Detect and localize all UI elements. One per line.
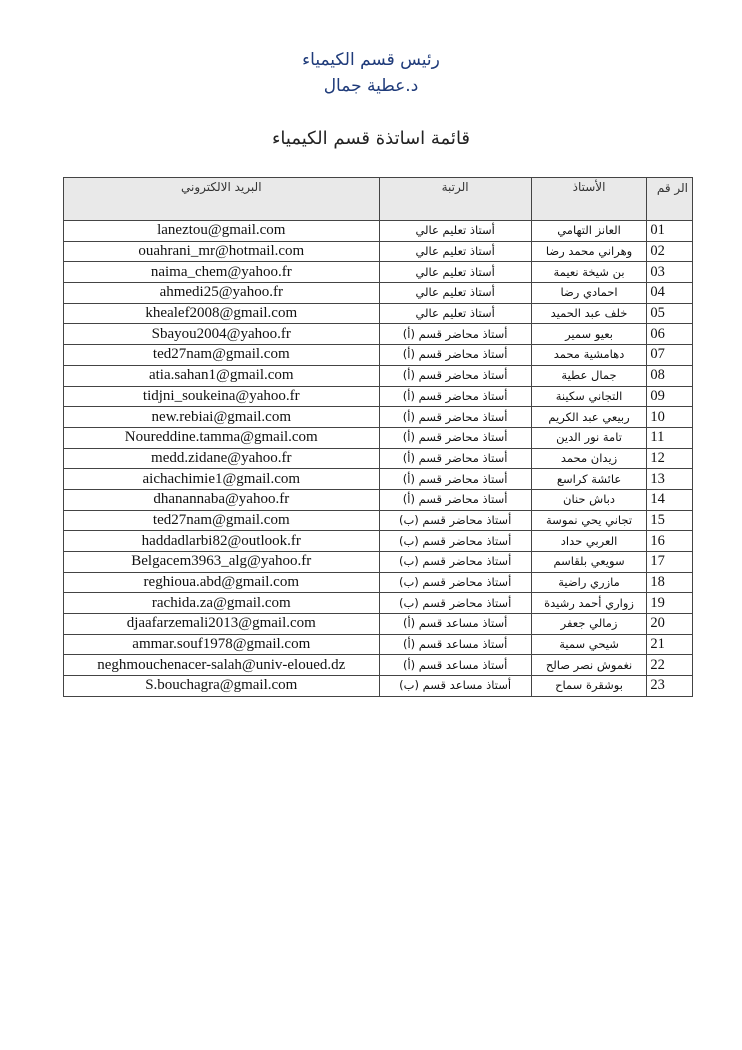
row-number: 20 — [647, 614, 693, 635]
row-number: 08 — [647, 365, 693, 386]
professor-email: khealef2008@gmail.com — [64, 303, 380, 324]
table-row — [64, 489, 693, 510]
professor-email: atia.sahan1@gmail.com — [64, 365, 380, 386]
row-number: 16 — [647, 531, 693, 552]
professor-name: زيدان محمد — [531, 448, 647, 469]
table-row — [64, 655, 693, 676]
row-number: 23 — [647, 676, 693, 697]
department-head-title: رئيس قسم الكيمياء — [302, 50, 440, 70]
professor-rank: أستاذ محاضر قسم (أ) — [379, 427, 531, 448]
professor-rank: أستاذ محاضر قسم (أ) — [379, 365, 531, 386]
professor-email: medd.zidane@yahoo.fr — [64, 448, 380, 469]
professor-rank: أستاذ تعليم عالي — [379, 303, 531, 324]
column-header-professor: الأستاذ — [531, 178, 647, 221]
table-row — [64, 676, 693, 697]
professor-rank: أستاذ مساعد قسم (ب) — [379, 676, 531, 697]
table-row — [64, 345, 693, 366]
professor-email: Noureddine.tamma@gmail.com — [64, 427, 380, 448]
row-number: 18 — [647, 572, 693, 593]
professor-name: بوشقرة سماح — [531, 676, 647, 697]
professor-email: tidjni_soukeina@yahoo.fr — [64, 386, 380, 407]
professor-email: ted27nam@gmail.com — [64, 510, 380, 531]
table-row — [64, 324, 693, 345]
professor-name: وهراني محمد رضا — [531, 241, 647, 262]
row-number: 12 — [647, 448, 693, 469]
table-row — [64, 283, 693, 304]
page-title: قائمة اساتذة قسم الكيمياء — [271, 128, 471, 149]
row-number: 11 — [647, 427, 693, 448]
professor-email: neghmouchenacer-salah@univ-eloued.dz — [64, 655, 380, 676]
professor-name: نغموش نصر صالح — [531, 655, 647, 676]
professor-rank: أستاذ محاضر قسم (ب) — [379, 552, 531, 573]
professor-rank: أستاذ تعليم عالي — [379, 283, 531, 304]
column-header-rank: الرتبة — [379, 178, 531, 221]
table-row — [64, 552, 693, 573]
professor-name: تامة نور الدين — [531, 427, 647, 448]
row-number: 01 — [647, 221, 693, 242]
professor-email: new.rebiai@gmail.com — [64, 407, 380, 428]
professor-name: التجاني سكينة — [531, 386, 647, 407]
professor-name: العربي حداد — [531, 531, 647, 552]
professor-rank: أستاذ محاضر قسم (أ) — [379, 386, 531, 407]
professor-name: عائشة كراسع — [531, 469, 647, 490]
table-row — [64, 634, 693, 655]
professor-rank: أستاذ محاضر قسم (أ) — [379, 448, 531, 469]
row-number: 17 — [647, 552, 693, 573]
professor-rank: أستاذ محاضر قسم (أ) — [379, 345, 531, 366]
table-row — [64, 221, 693, 242]
professor-name: تجاني يحي نموسة — [531, 510, 647, 531]
professor-rank: أستاذ محاضر قسم (ب) — [379, 510, 531, 531]
professor-rank: أستاذ محاضر قسم (أ) — [379, 469, 531, 490]
professor-email: Sbayou2004@yahoo.fr — [64, 324, 380, 345]
professor-name: خلف عبد الحميد — [531, 303, 647, 324]
professor-name: زواري أحمد رشيدة — [531, 593, 647, 614]
professor-email: haddadlarbi82@outlook.fr — [64, 531, 380, 552]
professor-rank: أستاذ محاضر قسم (ب) — [379, 531, 531, 552]
professor-rank: أستاذ مساعد قسم (أ) — [379, 614, 531, 635]
professor-email: djaafarzemali2013@gmail.com — [64, 614, 380, 635]
row-number: 05 — [647, 303, 693, 324]
professor-name: دهامشية محمد — [531, 345, 647, 366]
row-number: 15 — [647, 510, 693, 531]
professor-name: شيحي سمية — [531, 634, 647, 655]
row-number: 02 — [647, 241, 693, 262]
table-row — [64, 365, 693, 386]
professor-name: بعيو سمير — [531, 324, 647, 345]
professor-rank: أستاذ مساعد قسم (أ) — [379, 655, 531, 676]
row-number: 13 — [647, 469, 693, 490]
row-number: 04 — [647, 283, 693, 304]
professor-email: ahmedi25@yahoo.fr — [64, 283, 380, 304]
row-number: 10 — [647, 407, 693, 428]
table-row — [64, 572, 693, 593]
row-number: 14 — [647, 489, 693, 510]
column-header-email: البريد الالكتروني — [64, 178, 380, 221]
professor-rank: أستاذ محاضر قسم (ب) — [379, 572, 531, 593]
row-number: 22 — [647, 655, 693, 676]
professor-name: جمال عطية — [531, 365, 647, 386]
row-number: 21 — [647, 634, 693, 655]
professor-email: rachida.za@gmail.com — [64, 593, 380, 614]
professor-rank: أستاذ تعليم عالي — [379, 241, 531, 262]
table-row — [64, 262, 693, 283]
professor-rank: أستاذ محاضر قسم (أ) — [379, 324, 531, 345]
table-row — [64, 241, 693, 262]
professor-email: naima_chem@yahoo.fr — [64, 262, 380, 283]
professor-email: Belgacem3963_alg@yahoo.fr — [64, 552, 380, 573]
professor-email: aichachimie1@gmail.com — [64, 469, 380, 490]
row-number: 06 — [647, 324, 693, 345]
professor-rank: أستاذ محاضر قسم (ب) — [379, 593, 531, 614]
professor-email: reghioua.abd@gmail.com — [64, 572, 380, 593]
professor-name: زمالي جعفر — [531, 614, 647, 635]
professor-email: laneztou@gmail.com — [64, 221, 380, 242]
table-row — [64, 407, 693, 428]
row-number: 03 — [647, 262, 693, 283]
table-row — [64, 469, 693, 490]
table-row — [64, 303, 693, 324]
professor-name: العانز التهامي — [531, 221, 647, 242]
row-number: 07 — [647, 345, 693, 366]
professor-email: S.bouchagra@gmail.com — [64, 676, 380, 697]
professor-name: سويعي بلقاسم — [531, 552, 647, 573]
table-row — [64, 614, 693, 635]
professor-rank: أستاذ مساعد قسم (أ) — [379, 634, 531, 655]
professor-name: بن شيخة نعيمة — [531, 262, 647, 283]
row-number: 19 — [647, 593, 693, 614]
professor-name: احمادي رضا — [531, 283, 647, 304]
professor-email: ammar.souf1978@gmail.com — [64, 634, 380, 655]
professor-name: مازري راضية — [531, 572, 647, 593]
table-row — [64, 531, 693, 552]
column-header-number: الر قم — [647, 178, 693, 221]
professor-name: دباش حنان — [531, 489, 647, 510]
table-row — [64, 427, 693, 448]
table-row — [64, 510, 693, 531]
row-number: 09 — [647, 386, 693, 407]
professor-email: ted27nam@gmail.com — [64, 345, 380, 366]
professor-rank: أستاذ محاضر قسم (أ) — [379, 489, 531, 510]
professor-rank: أستاذ تعليم عالي — [379, 221, 531, 242]
table-row — [64, 386, 693, 407]
department-head-name: د.عطية جمال — [323, 76, 419, 96]
professor-name: ربيعي عبد الكريم — [531, 407, 647, 428]
table-header-row — [64, 178, 693, 221]
staff-table — [63, 177, 693, 697]
professor-rank: أستاذ تعليم عالي — [379, 262, 531, 283]
professor-email: ouahrani_mr@hotmail.com — [64, 241, 380, 262]
table-row — [64, 593, 693, 614]
professor-rank: أستاذ محاضر قسم (أ) — [379, 407, 531, 428]
professor-email: dhanannaba@yahoo.fr — [64, 489, 380, 510]
table-row — [64, 448, 693, 469]
